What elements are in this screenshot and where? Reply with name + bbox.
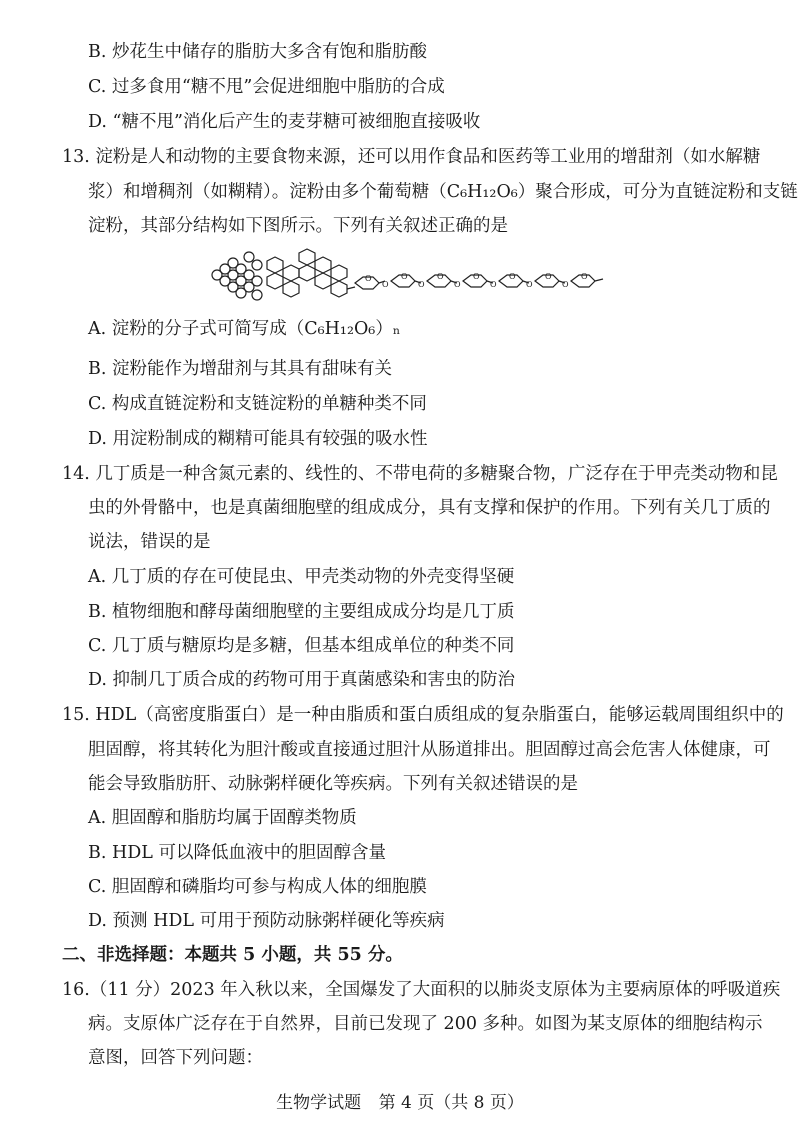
q13-stem-line-1: 13. 淀粉是人和动物的主要食物来源，还可以用作食品和医药等工业用的增甜剂（如水解糖 [62,147,761,167]
q14-stem-line-1: 14. 几丁质是一种含氮元素的、线性的、不带电荷的多糖聚合物，广泛存在于甲壳类动物和昆 [62,464,778,484]
starch-structure-figure [205,243,605,303]
q15-option-d: D. 预测 HDL 可用于预防动脉粥样硬化等疾病 [88,911,445,931]
svg-text:O: O [545,272,552,281]
q14-stem-line-2: 虫的外骨骼中，也是真菌细胞壁的组成成分，具有支撑和保护的作用。下列有关几丁质的 [88,498,771,518]
hexagon-cluster [267,249,355,297]
q13-option-d: D. 用淀粉制成的糊精可能具有较强的吸水性 [88,429,428,449]
footer-subject: 生物学试题 [276,1093,362,1113]
q13-option-c: C. 构成直链淀粉和支链淀粉的单糖种类不同 [88,394,427,414]
svg-text:O: O [562,280,569,289]
q12-option-d: D. “糖不甩”消化后产生的麦芽糖可被细胞直接吸收 [88,112,481,132]
q13-option-a: A. 淀粉的分子式可简写成（C₆H₁₂O₆）ₙ [88,319,401,339]
q14-option-b: B. 植物细胞和酵母菌细胞壁的主要组成成分均是几丁质 [88,602,515,622]
q15-option-c: C. 胆固醇和磷脂均可参与构成人体的细胞膜 [88,877,427,897]
q14-option-c: C. 几丁质与糖原均是多糖，但基本组成单位的种类不同 [88,636,515,656]
q16-stem-line-2: 病。支原体广泛存在于自然界，目前已发现了 200 多种。如图为某支原体的细胞结构示 [88,1014,763,1034]
q15-option-a: A. 胆固醇和脂肪均属于固醇类物质 [88,808,357,828]
svg-text:O: O [454,280,461,289]
q14-option-d: D. 抑制几丁质合成的药物可用于真菌感染和害虫的防治 [88,670,516,690]
q14-stem-line-3: 说法，错误的是 [88,532,211,552]
q13-option-b: B. 淀粉能作为增甜剂与其具有甜味有关 [88,359,392,379]
svg-text:O: O [382,280,389,289]
q16-stem-line-3: 意图，回答下列问题： [88,1048,263,1068]
svg-text:O: O [490,280,497,289]
section-heading: 二、非选择题：本题共 5 小题，共 55 分。 [62,945,403,965]
q13-stem-line-3: 淀粉，其部分结构如下图所示。下列有关叙述正确的是 [88,216,508,236]
q15-stem-line-3: 能会导致脂肪肝、动脉粥样硬化等疾病。下列有关叙述错误的是 [88,774,578,794]
q13-stem-line-2: 浆）和增稠剂（如糊精）。淀粉由多个葡萄糖（C₆H₁₂O₆）聚合形成，可分为直链淀粉和支链 [88,182,798,202]
svg-text:O: O [365,274,372,283]
svg-text:O: O [509,272,516,281]
svg-text:O: O [437,272,444,281]
svg-text:O: O [401,272,408,281]
q15-option-b: B. HDL 可以降低血液中的胆固醇含量 [88,843,386,863]
q12-option-c: C. 过多食用“糖不甩”会促进细胞中脂肪的合成 [88,77,445,97]
page-footer [0,1088,800,1113]
svg-text:O: O [526,280,533,289]
q16-stem-line-1: 16.（11 分）2023 年入秋以来，全国爆发了大面积的以肺炎支原体为主要病原体的呼吸道疾 [62,980,781,1000]
footer-page-number: 第 4 页（共 8 页） [378,1093,524,1113]
q15-stem-line-1: 15. HDL（高密度脂蛋白）是一种由脂质和蛋白质组成的复杂脂蛋白，能够运载周围组织中的 [62,705,784,725]
svg-text:O: O [418,280,425,289]
svg-text:O: O [581,272,588,281]
svg-text:O: O [473,272,480,281]
q15-stem-line-2: 胆固醇，将其转化为胆汁酸或直接通过胆汁从肠道排出。胆固醇过高会危害人体健康，可 [88,740,771,760]
q12-option-b: B. 炒花生中储存的脂肪大多含有饱和脂肪酸 [88,42,427,62]
q14-option-a: A. 几丁质的存在可使昆虫、甲壳类动物的外壳变得坚硬 [88,567,515,587]
branched-cluster [212,252,262,300]
